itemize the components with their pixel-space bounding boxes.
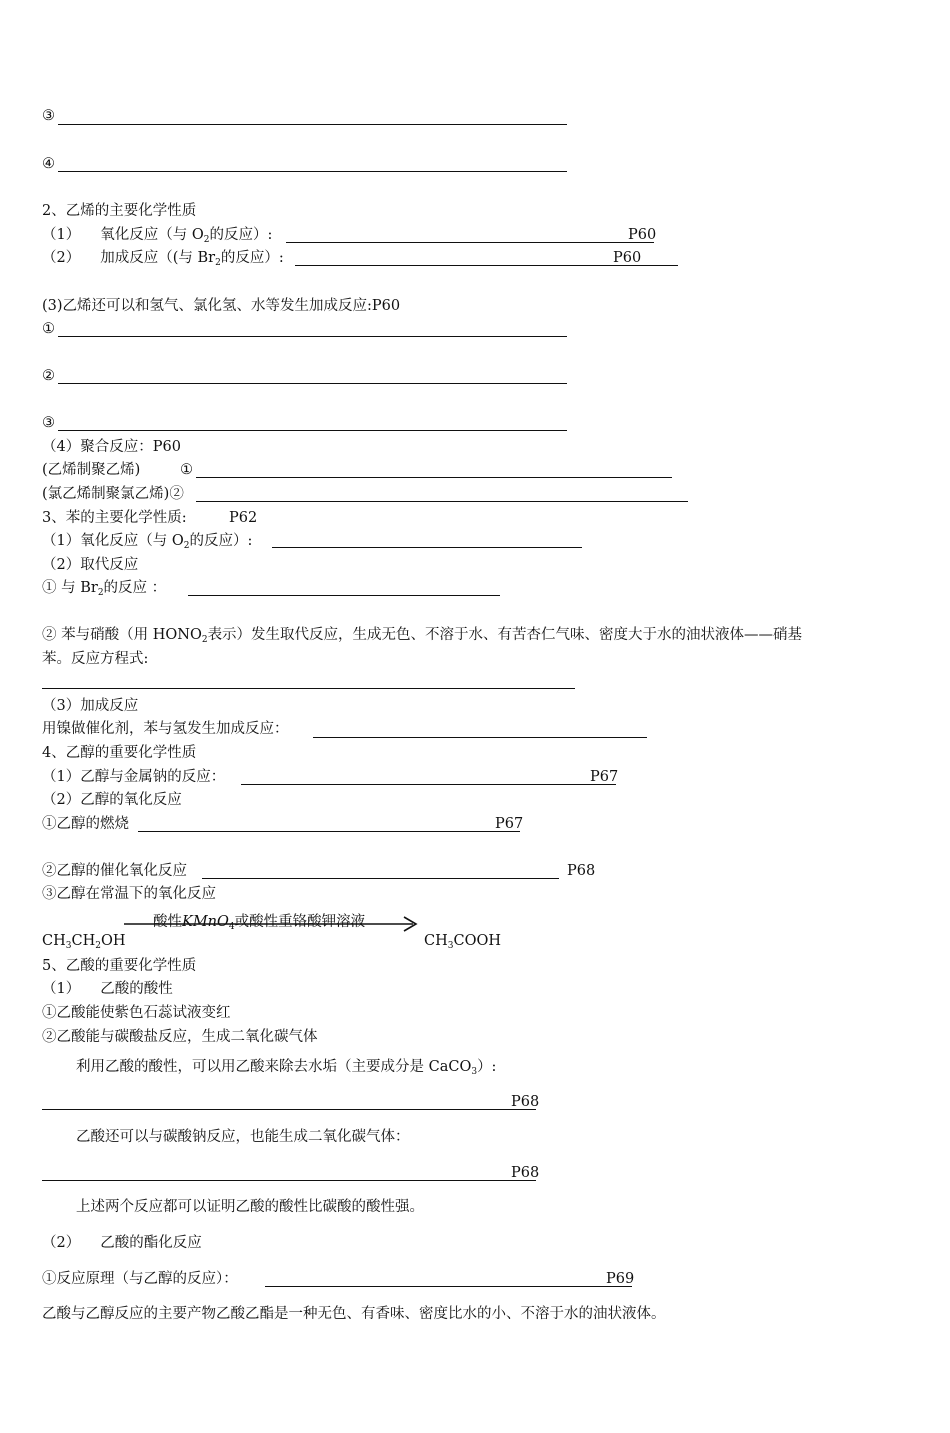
ethanol-ox-title: （2）乙醇的氧化反应 — [42, 792, 182, 808]
acetic-ester-line[interactable] — [265, 1286, 632, 1287]
ethanol-burn-ref: P67 — [495, 816, 524, 832]
ethanol-cat-line[interactable] — [202, 878, 559, 879]
ethylene-ox-num: （1） — [42, 227, 81, 243]
acetic-ester-ref: P69 — [606, 1271, 635, 1287]
acetic-conclusion: 上述两个反应都可以证明乙酸的酸性比碳酸的酸性强。 — [76, 1199, 424, 1215]
ethanol-na-ref: P67 — [590, 769, 619, 785]
benzene-nitro-line2: 苯。反应方程式: — [42, 651, 149, 667]
ethylene-more: (3)乙烯还可以和氢气、氯化氢、水等发生加成反应:P60 — [42, 298, 401, 314]
ethanol-na: （1）乙醇与金属钠的反应： — [42, 769, 226, 785]
acetic-scale-row: 利用乙酸的酸性，可以用乙酸来除去水垢（主要成分是 CaCO$_3$）: — [76, 1059, 497, 1077]
acetic-ester-desc: 乙酸与乙醇反应的主要产物乙酸乙酯是一种无色、有香味、密度比水的小、不溶于水的油状液体。 — [42, 1306, 666, 1322]
acetic-soda-ref: P68 — [511, 1165, 540, 1181]
ethylene-m2-label: ② — [42, 368, 55, 384]
ethylene-ox-text: 氧化反应（与 O — [100, 227, 204, 243]
benzene-sub-title: （2）取代反应 — [42, 557, 139, 573]
ethylene-poly1-label: (乙烯制聚乙烯) — [42, 462, 141, 478]
benzene-add-text: 用镍做催化剂，苯与氢发生加成反应： — [42, 721, 289, 737]
ethylene-poly1-mark: ① — [180, 462, 193, 478]
acetic-soda-line[interactable] — [42, 1180, 536, 1181]
ethanol-cat-ref: P68 — [567, 863, 596, 879]
ethylene-m3-label: ③ — [42, 415, 55, 431]
benzene-nitro-row: ② 苯与硝酸（用 $HONO_2$表示）发生取代反应，生成无色、不溶于水、有苦杏仁气味、密度大于水的油状液体——硝基 — [42, 627, 803, 645]
benzene-ox-line[interactable] — [272, 547, 582, 548]
blank-3-label: ③ — [42, 108, 55, 124]
acetic-litmus: ①乙酸能使紫色石蕊试液变红 — [42, 1005, 231, 1021]
ethylene-ox-ref: P60 — [628, 227, 657, 243]
benzene-title-ref: P62 — [229, 510, 258, 526]
ethanol-title: 4、乙醇的重要化学性质 — [42, 745, 197, 761]
ethanol-burn-line[interactable] — [138, 831, 520, 832]
ethylene-poly: （4）聚合反应：P60 — [42, 439, 181, 455]
ethylene-add-row: （2） 加成反应（(与 $Br_2$的反应）: — [42, 250, 284, 268]
blank-3-line[interactable] — [58, 124, 567, 125]
ethylene-poly1-line[interactable] — [196, 477, 672, 478]
benzene-add-line[interactable] — [313, 737, 647, 738]
ethanol-reactant: $CH_3CH_2OH$ — [42, 933, 126, 951]
ethylene-ox-row: （1） 氧化反应（与 $O_2$的反应）: — [42, 227, 273, 245]
benzene-ox-row: （1）氧化反应（与 $O_2$的反应）: — [42, 533, 253, 551]
ethylene-title: 2、乙烯的主要化学性质 — [42, 203, 197, 219]
ethanol-burn: ①乙醇的燃烧 — [42, 816, 129, 832]
ethylene-m3-line[interactable] — [58, 430, 567, 431]
acetic-carbonate: ②乙酸能与碳酸盐反应，生成二氧化碳气体 — [42, 1029, 318, 1045]
benzene-br-row: ① 与 $Br_2$的反应 ： — [42, 580, 167, 598]
ethylene-poly2-line[interactable] — [196, 501, 688, 502]
ethanol-room: ③乙醇在常温下的氧化反应 — [42, 886, 216, 902]
ethanol-cat: ②乙醇的催化氧化反应 — [42, 863, 187, 879]
acetic-ester-rxn: ①反应原理（与乙醇的反应）： — [42, 1271, 238, 1287]
acetic-title: 5、乙酸的重要化学性质 — [42, 958, 197, 974]
blank-4-line[interactable] — [58, 171, 567, 172]
ethylene-m2-line[interactable] — [58, 383, 567, 384]
benzene-br-line[interactable] — [188, 595, 500, 596]
ethanol-product: $CH_3COOH$ — [424, 933, 501, 951]
ethylene-m1-line[interactable] — [58, 336, 567, 337]
ethylene-add-ref: P60 — [613, 250, 642, 266]
acetic-acid-row: （1） 乙酸的酸性 — [42, 981, 173, 997]
arrow-condition: 酸性KMnO$_4$或酸性重铬酸钾溶液 — [153, 914, 366, 932]
benzene-add-title: （3）加成反应 — [42, 698, 139, 714]
benzene-nitro-line[interactable] — [42, 688, 575, 689]
blank-4-label: ④ — [42, 156, 55, 172]
acetic-ester-row: （2） 乙酸的酯化反应 — [42, 1235, 202, 1251]
ethylene-m1-label: ① — [42, 321, 55, 337]
acetic-scale-line[interactable] — [42, 1109, 536, 1110]
ethylene-poly2-label: (氯乙烯制聚氯乙烯)② — [42, 486, 184, 502]
acetic-soda: 乙酸还可以与碳酸钠反应，也能生成二氧化碳气体： — [76, 1129, 410, 1145]
benzene-title: 3、苯的主要化学性质: — [42, 510, 187, 526]
ethanol-na-line[interactable] — [241, 784, 616, 785]
ethylene-ox-line[interactable] — [286, 242, 654, 243]
acetic-scale-ref: P68 — [511, 1094, 540, 1110]
